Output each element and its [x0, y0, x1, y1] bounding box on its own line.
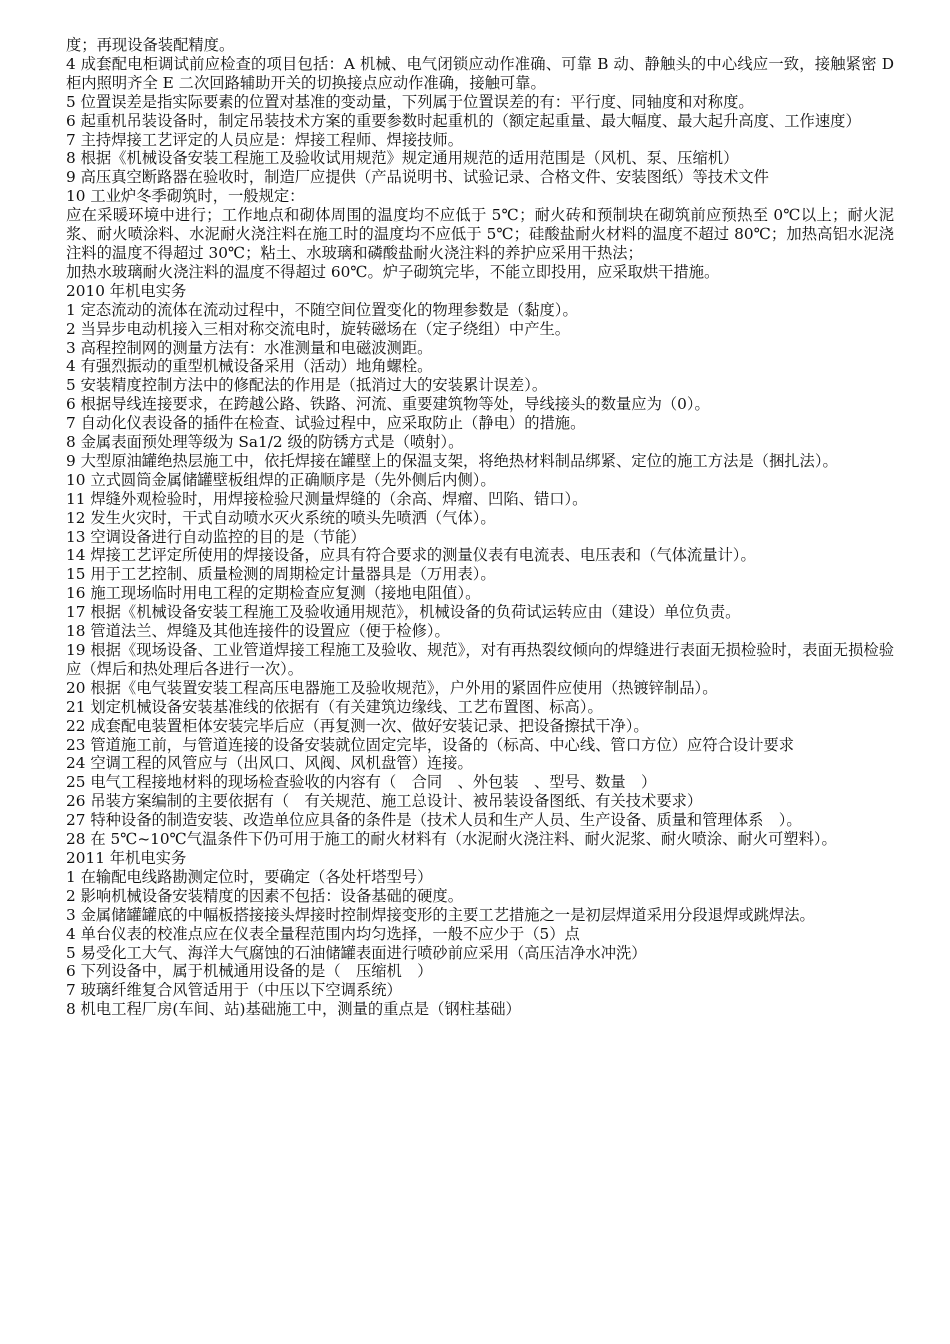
text-line: 24 空调工程的风管应与（出风口、风阀、风机盘管）连接。: [66, 754, 473, 773]
text-line: 2 当异步电动机接入三相对称交流电时，旋转磁场在（定子绕组）中产生。: [66, 319, 571, 338]
text-line: 1 在输配电线路勘测定位时，要确定（各处杆塔型号）: [66, 867, 433, 886]
text-line: 7 玻璃纤维复合风管适用于（中压以下空调系统）: [66, 981, 402, 1000]
section-heading: 2011 年机电实务: [66, 848, 187, 867]
text-line: 5 安装精度控制方法中的修配法的作用是（抵消过大的安装累计误差）。: [66, 376, 548, 395]
text-line: 22 成套配电装置柜体安装完毕后应（再复测一次、做好安装记录、把设备擦拭干净）。: [66, 716, 649, 735]
text-line: 4 单台仪表的校准点应在仪表全量程范围内均匀选择，一般不应少于（5）点: [66, 924, 580, 943]
text-line: 1 定态流动的流体在流动过程中，不随空间位置变化的物理参数是（黏度）。: [66, 300, 578, 319]
text-line: 13 空调设备进行自动监控的目的是（节能）: [66, 527, 366, 546]
text-line: 20 根据《电气装置安装工程高压电器施工及验收规范》，户外用的紧固件应使用（热镀锌制品）。: [66, 678, 718, 697]
text-line: 3 高程控制网的测量方法有：水准测量和电磁波测距。: [66, 338, 433, 357]
text-line: 8 根据《机械设备安装工程施工及验收试用规范》规定通用规范的适用范围是（风机、泵、压缩机）: [66, 149, 739, 168]
text-line: 9 大型原油罐绝热层施工中，依托焊接在罐壁上的保温支架，将绝热材料制品绑紧、定位的施工方法是（捆扎法）。: [66, 451, 838, 470]
text-line: 12 发生火灾时，干式自动喷水灭火系统的喷头先喷洒（气体）。: [66, 508, 496, 527]
text-line: 5 易受化工大气、海洋大气腐蚀的石油储罐表面进行喷砂前应采用（高压洁净水冲洗）: [66, 943, 647, 962]
text-line: 15 用于工艺控制、质量检测的周期检定计量器具是（万用表）。: [66, 565, 496, 584]
text-line: 25 电气工程接地材料的现场检查验收的内容有（ 合同 、外包装 、型号、数量 ）: [66, 773, 657, 792]
text-line: 8 机电工程厂房(车间、站)基础施工中，测量的重点是（钢柱基础）: [66, 1000, 521, 1019]
text-line: 6 下列设备中，属于机械通用设备的是（ 压缩机 ）: [66, 962, 433, 981]
section-heading: 2010 年机电实务: [66, 281, 187, 300]
text-line: 10 立式圆筒金属储罐壁板组焊的正确顺序是（先外侧后内侧）。: [66, 470, 496, 489]
text-line: 6 根据导线连接要求，在跨越公路、铁路、河流、重要建筑物等处，导线接头的数量应为（0）。: [66, 395, 710, 414]
text-line: 4 有强烈振动的重型机械设备采用（活动）地角螺栓。: [66, 357, 433, 376]
text-line: 18 管道法兰、焊缝及其他连接件的设置应（便于检修）。: [66, 622, 450, 641]
text-line: 27 特种设备的制造安装、改造单位应具备的条件是（技术人员和生产人员、生产设备、质量和管理体系 ）。: [66, 811, 802, 830]
text-line: 6 起重机吊装设备时，制定吊装技术方案的重要参数时起重机的（额定起重量、最大幅度、最大起升高度、工作速度）: [66, 111, 861, 130]
text-line: 8 金属表面预处理等级为 Sa1/2 级的防锈方式是（喷射）。: [66, 433, 464, 452]
text-line: 28 在 5℃~10℃气温条件下仍可用于施工的耐火材料有（水泥耐火浇注料、耐火泥浆、耐火喷涂、耐火可塑料）。: [66, 830, 837, 849]
text-line: 2 影响机械设备安装精度的因素不包括：设备基础的硬度。: [66, 886, 464, 905]
text-line: 26 吊装方案编制的主要依据有（ 有关规范、施工总设计、被吊装设备图纸、有关技术要求）: [66, 792, 703, 811]
text-line: 16 施工现场临时用电工程的定期检查应复测（接地电阻值）。: [66, 584, 481, 603]
text-line: 11 焊缝外观检验时，用焊接检验尺测量焊缝的（余高、焊瘤、凹陷、错口）。: [66, 489, 588, 508]
text-line: 21 划定机械设备安装基准线的依据有（有关建筑边缘线、工艺布置图、标高）。: [66, 697, 603, 716]
text-line: 3 金属储罐罐底的中幅板搭接接头焊接时控制焊接变形的主要工艺措施之一是初层焊道采用分段退焊或跳焊法。: [66, 905, 815, 924]
text-line: 加热水玻璃耐火浇注料的温度不得超过 60℃。炉子砌筑完毕，不能立即投用，应采取烘干措施。: [66, 262, 720, 281]
text-line: 度；再现设备装配精度。: [66, 36, 235, 54]
text-line: 17 根据《机械设备安装工程施工及验收通用规范》，机械设备的负荷试运转应由（建设）单位负责。: [66, 603, 741, 622]
text-line: 7 主持焊接工艺评定的人员应是：焊接工程师、焊接技师。: [66, 130, 464, 149]
text-line: 9 高压真空断路器在验收时，制造厂应提供（产品说明书、试验记录、合格文件、安装图纸）等技术文件: [66, 168, 769, 187]
text-line: 14 焊接工艺评定所使用的焊接设备，应具有符合要求的测量仪表有电流表、电压表和（气体流量计）。: [66, 546, 756, 565]
text-line: 23 管道施工前，与管道连接的设备安装就位固定完毕，设备的（标高、中心线、管口方位）应符合设计要求: [66, 735, 794, 754]
text-line: 7 自动化仪表设备的插件在检查、试验过程中，应采取防止（静电）的措施。: [66, 414, 586, 433]
text-line: 10 工业炉冬季砌筑时，一般规定：: [66, 187, 305, 206]
text-line: 应在采暖环境中进行；工作地点和砌体周围的温度均不应低于 5℃；耐火砖和预制块在砌筑前应预热至 0℃以上；耐火泥浆、耐火喷涂料、水泥耐火浇注料在施工时的温度均不应低于 5℃；硅酸盐耐火材料的温度不超过 80℃；加热高铝水泥浇注料的温度不得超过 30℃；粘土、水玻璃和磷酸盐耐火浇注料的养护应采用干热法；: [66, 206, 894, 262]
text-line: 5 位置误差是指实际要素的位置对基准的变动量，下列属于位置误差的有：平行度、同轴度和对称度。: [66, 92, 754, 111]
text-line: 19 根据《现场设备、工业管道焊接工程施工及验收、规范》，对有再热裂纹倾向的焊缝进行表面无损检验时，表面无损检验应（焊后和热处理后各进行一次）。: [66, 641, 894, 678]
text-line: 4 成套配电柜调试前应检查的项目包括：A 机械、电气闭锁应动作准确、可靠 B 动、静触头的中心线应一致，接触紧密 D 柜内照明齐全 E 二次回路辅助开关的切换接点应动作准确，接触可靠。: [66, 54, 899, 92]
